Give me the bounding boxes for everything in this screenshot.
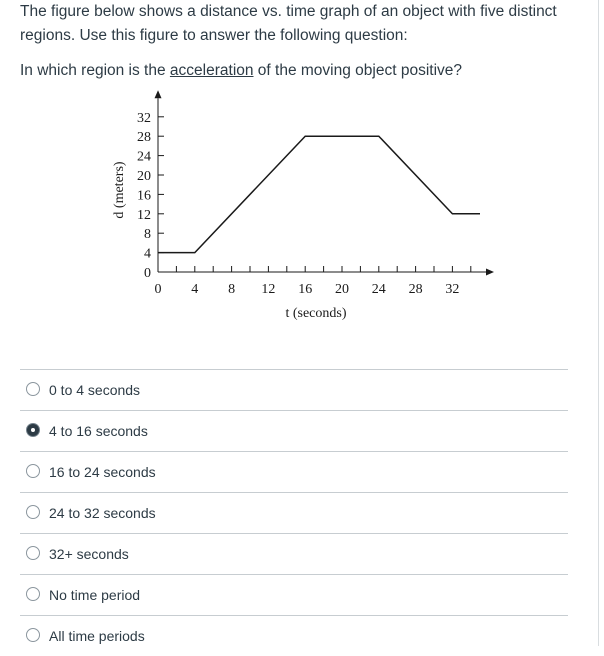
x-tick-label: 24 (371, 282, 386, 297)
radio-button[interactable] (26, 464, 40, 478)
y-tick-label: 8 (144, 227, 151, 243)
answer-label: 16 to 24 seconds (49, 464, 156, 480)
answer-label: All time periods (49, 628, 145, 644)
x-tick-label: 32 (445, 282, 460, 297)
y-axis-label: d (meters) (112, 161, 127, 219)
question-prompt-before: In which region is the (20, 62, 170, 79)
radio-button[interactable] (26, 505, 40, 519)
y-tick-label: 20 (137, 169, 151, 184)
answer-list (20, 369, 568, 656)
answer-option[interactable] (20, 574, 568, 615)
answer-label: 32+ seconds (49, 546, 129, 562)
answer-label: No time period (49, 587, 141, 603)
question-text (20, 0, 590, 83)
answer-option[interactable] (20, 369, 568, 410)
answer-option[interactable] (20, 410, 568, 451)
answer-option[interactable] (20, 615, 568, 656)
radio-button[interactable] (26, 546, 40, 560)
answer-option[interactable] (20, 533, 568, 574)
x-tick-label: 4 (191, 282, 199, 297)
x-axis-label: t (seconds) (285, 306, 347, 321)
y-tick-label: 12 (137, 207, 151, 223)
answer-option[interactable] (20, 492, 568, 533)
y-tick-label: 28 (137, 130, 151, 146)
question-prompt (20, 59, 590, 83)
x-tick-label: 16 (298, 282, 313, 297)
x-tick-label: 28 (408, 282, 423, 297)
answer-label: 0 to 4 seconds (49, 382, 141, 398)
x-tick-label: 12 (261, 282, 276, 297)
y-tick-label: 16 (137, 188, 151, 204)
acceleration-term: acceleration (169, 62, 254, 79)
radio-button[interactable] (26, 423, 40, 437)
y-tick-label: 24 (137, 149, 151, 165)
distance-time-graph (0, 80, 604, 330)
x-tick-label: 20 (335, 282, 349, 297)
answer-label: 24 to 32 seconds (49, 505, 156, 521)
y-tick-label: 0 (144, 266, 151, 281)
question-intro: The figure below shows a distance vs. time graph of an object with five distinct regions. Use this figure to answer the following question: (20, 3, 557, 44)
x-tick-label: 8 (228, 282, 236, 297)
question-prompt-after: of the moving object positive? (253, 62, 463, 79)
radio-button[interactable] (26, 382, 40, 396)
radio-button[interactable] (26, 628, 40, 642)
y-axis-arrow (155, 90, 162, 98)
answer-label: 4 to 16 seconds (49, 423, 148, 439)
x-tick-label: 0 (154, 282, 162, 297)
answer-option[interactable] (20, 451, 568, 492)
distance-series-line (158, 136, 480, 252)
y-tick-label: 4 (144, 246, 151, 262)
radio-button[interactable] (26, 587, 40, 601)
x-axis-arrow (486, 269, 494, 276)
y-tick-label: 32 (137, 110, 151, 126)
